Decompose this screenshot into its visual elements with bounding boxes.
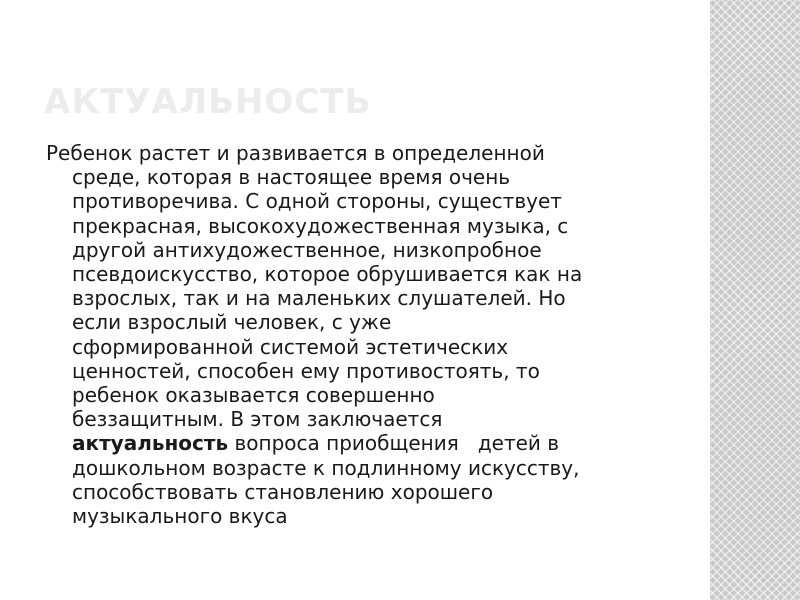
paragraph-line: взрослых, так и на маленьких слушателей. Но	[72, 286, 566, 311]
slide-title: АКТУАЛЬНОСТЬ	[44, 82, 372, 122]
paragraph-line: дошкольном возрасте к подлинному искусству,	[72, 455, 580, 480]
paragraph-line: ценностей, способен ему противостоять, то	[72, 358, 540, 383]
paragraph-line: если взрослый человек, с уже	[72, 310, 392, 335]
paragraph-line: противоречива. С одной стороны, существует	[72, 189, 562, 214]
slide-body-paragraph	[46, 141, 696, 528]
paragraph-line: беззащитным. В этом заключается	[72, 407, 443, 432]
highlighted-term: актуальность	[72, 431, 229, 456]
paragraph-line: музыкального вкуса	[72, 504, 288, 529]
paragraph-line: ребенок оказывается совершенно	[72, 383, 435, 408]
paragraph-line: другой антихудожественное, низкопробное	[72, 237, 542, 262]
paragraph-line: псевдоискусство, которое обрушивается как на	[72, 262, 583, 287]
paragraph-line: сформированной системой эстетических	[72, 334, 509, 359]
paragraph-line: способствовать становлению хорошего	[72, 479, 494, 504]
decorative-side-panel	[710, 0, 800, 600]
paragraph-line: среде, которая в настоящее время очень	[72, 165, 511, 190]
paragraph-line	[46, 431, 696, 455]
paragraph-line-continuation: вопроса приобщения детей в	[228, 431, 560, 456]
paragraph-line: Ребенок растет и развивается в определенной	[46, 141, 545, 165]
paragraph-line: прекрасная, высокохудожественная музыка, с	[72, 213, 569, 238]
